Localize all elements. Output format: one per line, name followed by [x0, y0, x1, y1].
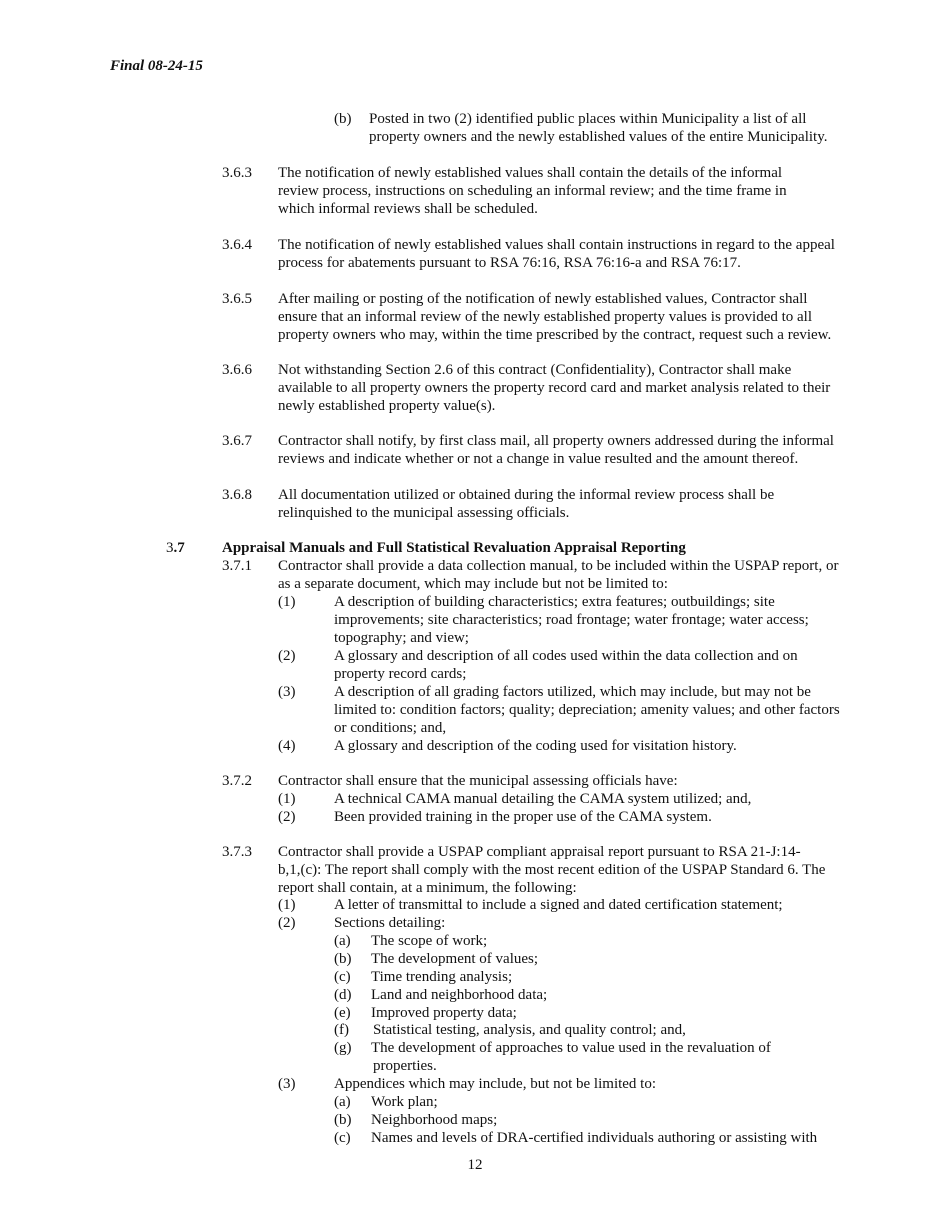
paragraph-line: as a separate document, which may include but not be limited to: — [278, 576, 668, 592]
section-number: 3.6.6 — [222, 362, 252, 378]
list-marker: (1) — [278, 594, 296, 610]
sub-list-marker: (d) — [334, 987, 352, 1003]
section-number: 3.6.8 — [222, 487, 252, 503]
document-header: Final 08-24-15 — [110, 58, 203, 74]
page-number: 12 — [467, 1157, 483, 1173]
paragraph-line: Contractor shall provide a data collection manual, to be included within the USPAP report, or — [278, 558, 839, 574]
list-item-line: Sections detailing: — [334, 915, 446, 931]
sub-list-item: Statistical testing, analysis, and quality control; and, — [373, 1022, 686, 1038]
sub-list-marker: (c) — [334, 1130, 351, 1146]
paragraph-line: property owners who may, within the time prescribed by the contract, request such a review. — [278, 327, 832, 343]
sub-list-item: Time trending analysis; — [371, 969, 513, 985]
paragraph-line: Contractor shall provide a USPAP compliant appraisal report pursuant to RSA 21-J:14- — [278, 844, 801, 860]
paragraph-line: report shall contain, at a minimum, the following: — [278, 880, 577, 896]
list-marker: (3) — [278, 684, 296, 700]
paragraph-line: newly established property value(s). — [278, 398, 496, 414]
list-item-line: A letter of transmittal to include a signed and dated certification statement; — [334, 897, 783, 913]
section-heading-title: Appraisal Manuals and Full Statistical Revaluation Appraisal Reporting — [222, 540, 686, 556]
paragraph-line: review process, instructions on scheduling an informal review; and the time frame in — [278, 183, 787, 199]
section-number: 3.7.1 — [222, 558, 252, 574]
paragraph-line: Not withstanding Section 2.6 of this contract (Confidentiality), Contractor shall make — [278, 362, 792, 378]
section-heading-number-b: .7 — [173, 540, 185, 556]
list-item-line: A description of all grading factors utilized, which may include, but may not be — [334, 684, 811, 700]
paragraph-line: process for abatements pursuant to RSA 76:16, RSA 76:16-a and RSA 76:17. — [278, 255, 741, 271]
paragraph-line: property owners and the newly established values of the entire Municipality. — [369, 129, 828, 145]
sub-list-marker: (c) — [334, 969, 351, 985]
sub-list-marker: (g) — [334, 1040, 352, 1056]
paragraph-line: The notification of newly established values shall contain the details of the informal — [278, 165, 783, 181]
sub-list-item: Improved property data; — [371, 1005, 517, 1021]
paragraph-line: which informal reviews shall be scheduled. — [278, 201, 538, 217]
paragraph-line: Contractor shall ensure that the municipal assessing officials have: — [278, 773, 678, 789]
sub-list-item: Land and neighborhood data; — [371, 987, 548, 1003]
list-marker: (1) — [278, 897, 296, 913]
paragraph-line: available to all property owners the property record card and market analysis related to their — [278, 380, 831, 396]
sub-list-item: Neighborhood maps; — [371, 1112, 498, 1128]
section-number: 3.6.5 — [222, 291, 252, 307]
list-marker: (2) — [278, 648, 296, 664]
list-item-line: or conditions; and, — [334, 720, 447, 736]
sub-list-item: The development of approaches to value used in the revaluation of — [371, 1040, 771, 1056]
sub-list-marker: (a) — [334, 1094, 351, 1110]
sub-list-marker: (b) — [334, 1112, 352, 1128]
section-number: 3.6.4 — [222, 237, 252, 253]
paragraph-line: Posted in two (2) identified public places within Municipality a list of all — [369, 111, 807, 127]
sub-list-item: properties. — [373, 1058, 437, 1074]
list-item-line: A description of building characteristics; extra features; outbuildings; site — [334, 594, 775, 610]
sub-list-marker: (b) — [334, 951, 352, 967]
sub-list-item: Work plan; — [371, 1094, 438, 1110]
paragraph-line: After mailing or posting of the notification of newly established values, Contractor shall — [278, 291, 808, 307]
list-item-line: Appendices which may include, but not be limited to: — [334, 1076, 657, 1092]
list-item-line: A glossary and description of the coding used for visitation history. — [334, 738, 737, 754]
list-marker: (b) — [334, 111, 352, 127]
list-item-line: A glossary and description of all codes used within the data collection and on — [334, 648, 798, 664]
list-item-line: property record cards; — [334, 666, 467, 682]
sub-list-marker: (e) — [334, 1005, 351, 1021]
list-item-line: topography; and view; — [334, 630, 469, 646]
section-number: 3.6.7 — [222, 433, 252, 449]
sub-list-marker: (f) — [334, 1022, 349, 1038]
paragraph-line: Contractor shall notify, by first class mail, all property owners addressed during the informal — [278, 433, 834, 449]
section-number: 3.6.3 — [222, 165, 252, 181]
section-number: 3.7.3 — [222, 844, 252, 860]
section-number: 3.7.2 — [222, 773, 252, 789]
sub-list-item: The development of values; — [371, 951, 539, 967]
list-item-line: A technical CAMA manual detailing the CAMA system utilized; and, — [334, 791, 752, 807]
paragraph-line: ensure that an informal review of the newly established property values is provided to all — [278, 309, 813, 325]
list-item-line: Been provided training in the proper use of the CAMA system. — [334, 809, 712, 825]
paragraph-line: b,1,(c): The report shall comply with the most recent edition of the USPAP Standard 6. The — [278, 862, 826, 878]
list-marker: (2) — [278, 915, 296, 931]
section-heading-number-a: 3 — [166, 540, 174, 556]
paragraph-line: All documentation utilized or obtained during the informal review process shall be — [278, 487, 775, 503]
paragraph-line: reviews and indicate whether or not a change in value resulted and the amount thereof. — [278, 451, 799, 467]
paragraph-line: The notification of newly established values shall contain instructions in regard to the appeal — [278, 237, 835, 253]
list-marker: (4) — [278, 738, 296, 754]
section-heading-number — [166, 539, 185, 557]
list-marker: (3) — [278, 1076, 296, 1092]
list-marker: (2) — [278, 809, 296, 825]
sub-list-marker: (a) — [334, 933, 351, 949]
list-item-line: improvements; site characteristics; road frontage; water frontage; water access; — [334, 612, 809, 628]
sub-list-item: The scope of work; — [371, 933, 488, 949]
list-item-line: limited to: condition factors; quality; depreciation; amenity values; and other factors — [334, 702, 840, 718]
sub-list-item: Names and levels of DRA-certified individuals authoring or assisting with — [371, 1130, 818, 1146]
paragraph-line: relinquished to the municipal assessing officials. — [278, 505, 570, 521]
list-marker: (1) — [278, 791, 296, 807]
